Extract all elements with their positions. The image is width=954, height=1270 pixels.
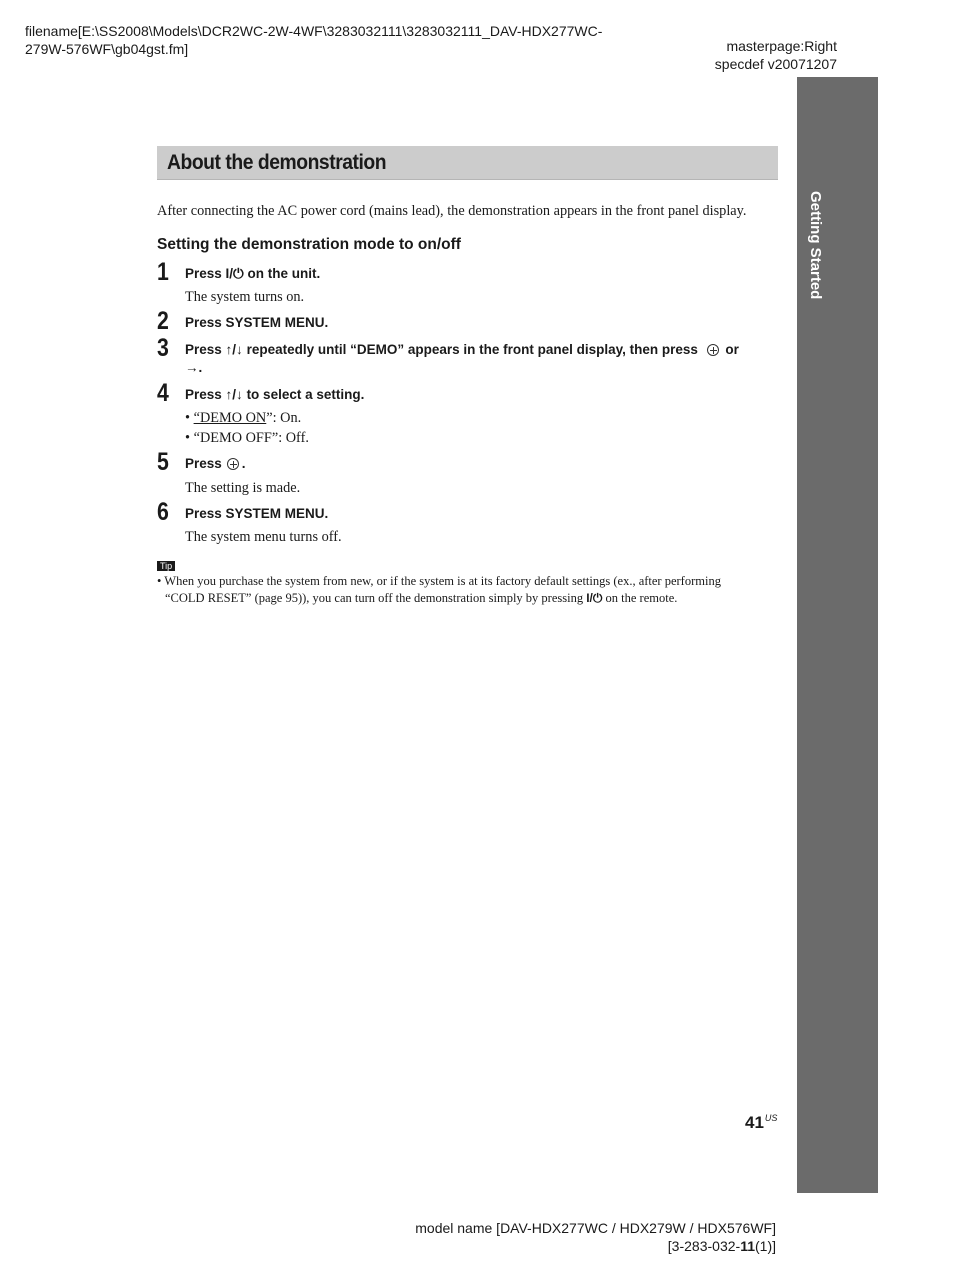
subheading: Setting the demonstration mode to on/off (157, 236, 461, 253)
doc-code (415, 1237, 776, 1255)
step-instruction (185, 341, 739, 359)
page-number-suffix: US (764, 1113, 778, 1123)
step-number: 2 (157, 307, 169, 335)
bullet-glyph: • (185, 430, 191, 446)
option-name: “DEMO ON (193, 410, 267, 426)
doc-code-part: [3-283-032- (667, 1238, 741, 1254)
step-text: Press (185, 456, 222, 471)
step-text: Press (185, 342, 226, 357)
step-result: The system turns on. (185, 289, 305, 305)
step-number: 4 (157, 379, 169, 407)
step-result: The system menu turns off. (185, 529, 342, 545)
bullet-glyph: • (185, 410, 191, 426)
footer (415, 1219, 776, 1255)
step-text: Press (185, 387, 226, 402)
page-number (745, 1113, 777, 1133)
tip-line-2 (157, 590, 721, 607)
option-name: “DEMO OFF (193, 430, 272, 446)
section-title: About the demonstration (167, 151, 387, 174)
tip-badge: Tip (157, 561, 175, 571)
step-instruction: Press SYSTEM MENU. (185, 315, 329, 330)
step-number: 6 (157, 498, 169, 526)
tip-text (157, 573, 721, 607)
tip-line-1: • When you purchase the system from new, or if the system is at its factory default settings (ex., after performing (157, 574, 721, 588)
enter-button-icon (227, 458, 239, 470)
step-number: 5 (157, 448, 169, 476)
step-number: 1 (157, 258, 169, 286)
filename-line-1: filename[E:\SS2008\Models\DCR2WC-2W-4WF\3283032111\3283032111_DAV-HDX277WC- (25, 23, 603, 39)
step-text: Press (185, 266, 226, 281)
step-number: 3 (157, 334, 169, 362)
step-text: . (241, 456, 246, 471)
step-text: on the unit. (243, 266, 321, 281)
step-instruction (185, 455, 246, 473)
option-desc: ”: Off. (271, 430, 309, 446)
tip-text-part: “COLD RESET” (page 95)), you can turn off the demonstration simply by pressing (165, 591, 587, 605)
step-instruction: Press SYSTEM MENU. (185, 506, 329, 521)
model-name: model name [DAV-HDX277WC / HDX279W / HDX576WF] (415, 1220, 776, 1236)
tip-text-part: on the remote. (602, 591, 678, 605)
filename-line-2: 279W-576WF\gb04gst.fm] (25, 41, 189, 57)
filename-header (25, 22, 602, 58)
up-down-arrow-icon: ↑/↓ (225, 342, 243, 357)
up-down-arrow-icon: ↑/↓ (225, 387, 243, 402)
step-text: to select a setting. (242, 387, 365, 402)
doc-code-part: (1)] (755, 1238, 776, 1254)
specdef-label: specdef v20071207 (714, 56, 837, 72)
step-text: repeatedly until “DEMO” appears in the front panel display, then press (242, 342, 702, 357)
masterpage-label: masterpage:Right (726, 38, 837, 54)
option-item (185, 429, 309, 447)
enter-button-icon (707, 344, 719, 356)
masterpage-header (715, 37, 837, 73)
option-item (185, 409, 301, 427)
step-instruction (185, 386, 364, 404)
chapter-label: Getting Started (807, 191, 824, 300)
power-icon: I/⏻ (225, 266, 244, 281)
option-desc: ”: On. (266, 410, 302, 426)
step-text: or (721, 342, 739, 357)
power-icon: I/⏻ (586, 591, 603, 605)
step-instruction (185, 265, 320, 283)
section-title-bar (157, 146, 778, 180)
step-result: The setting is made. (185, 480, 301, 496)
intro-paragraph: After connecting the AC power cord (mains lead), the demonstration appears in the front panel display. (157, 203, 747, 219)
right-arrow-icon: →. (185, 360, 203, 375)
doc-code-part: 11 (740, 1238, 755, 1254)
page-number-value: 41 (745, 1113, 764, 1132)
